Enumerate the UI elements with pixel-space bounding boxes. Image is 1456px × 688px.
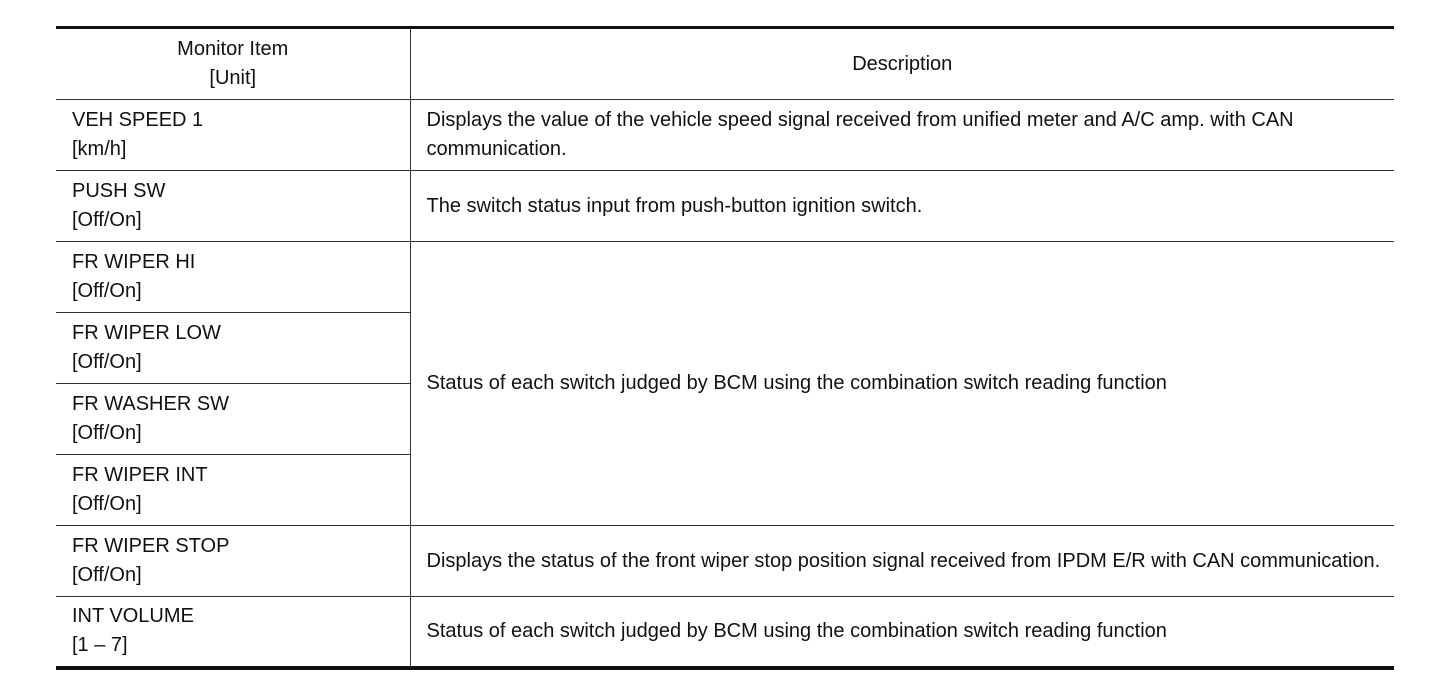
item-name: FR WIPER LOW [72, 322, 221, 344]
item-name: PUSH SW [72, 180, 166, 202]
table-row [56, 526, 1394, 597]
item-name: FR WASHER SW [72, 393, 230, 415]
item-name: FR WIPER INT [72, 464, 208, 486]
description-cell: Displays the value of the vehicle speed signal received from unified meter and A/C amp. with CAN communication. [410, 100, 1394, 171]
table-row [56, 242, 1394, 313]
item-unit: [km/h] [72, 138, 127, 160]
monitor-item-cell [56, 242, 410, 313]
monitor-item-cell [56, 597, 410, 668]
item-name: INT VOLUME [72, 605, 194, 628]
header-description: Description [410, 28, 1394, 100]
table-header-row [56, 28, 1394, 100]
description-cell: Status of each switch judged by BCM using the combination switch reading function [426, 619, 1167, 642]
item-name: VEH SPEED 1 [72, 109, 204, 131]
monitor-item-cell [56, 171, 410, 242]
monitor-item-cell [56, 384, 410, 455]
monitor-item-cell [56, 526, 410, 597]
monitor-item-cell [56, 100, 410, 171]
item-name: FR WIPER HI [72, 251, 196, 273]
item-unit: [Off/On] [72, 209, 142, 231]
table-row [56, 597, 1394, 668]
monitor-item-table [56, 26, 1394, 670]
item-unit: [Off/On] [72, 493, 142, 515]
table-row [56, 171, 1394, 242]
header-monitor-item-label: Monitor Item [177, 38, 289, 60]
description-cell: Displays the status of the front wiper stop position signal received from IPDM E/R with CAN communication. [410, 526, 1394, 597]
description-cell-merged: Status of each switch judged by BCM using the combination switch reading function [410, 242, 1394, 526]
item-unit: [Off/On] [72, 280, 142, 302]
item-unit: [Off/On] [72, 422, 142, 444]
item-unit: [1 – 7] [72, 634, 128, 657]
header-monitor-item [56, 28, 410, 100]
item-unit: [Off/On] [72, 564, 142, 586]
item-name: FR WIPER STOP [72, 535, 230, 557]
item-unit: [Off/On] [72, 351, 142, 373]
header-unit-label: [Unit] [209, 67, 257, 89]
monitor-item-cell [56, 455, 410, 526]
table-row [56, 100, 1394, 171]
monitor-item-cell [56, 313, 410, 384]
description-cell: The switch status input from push-button ignition switch. [410, 171, 1394, 242]
